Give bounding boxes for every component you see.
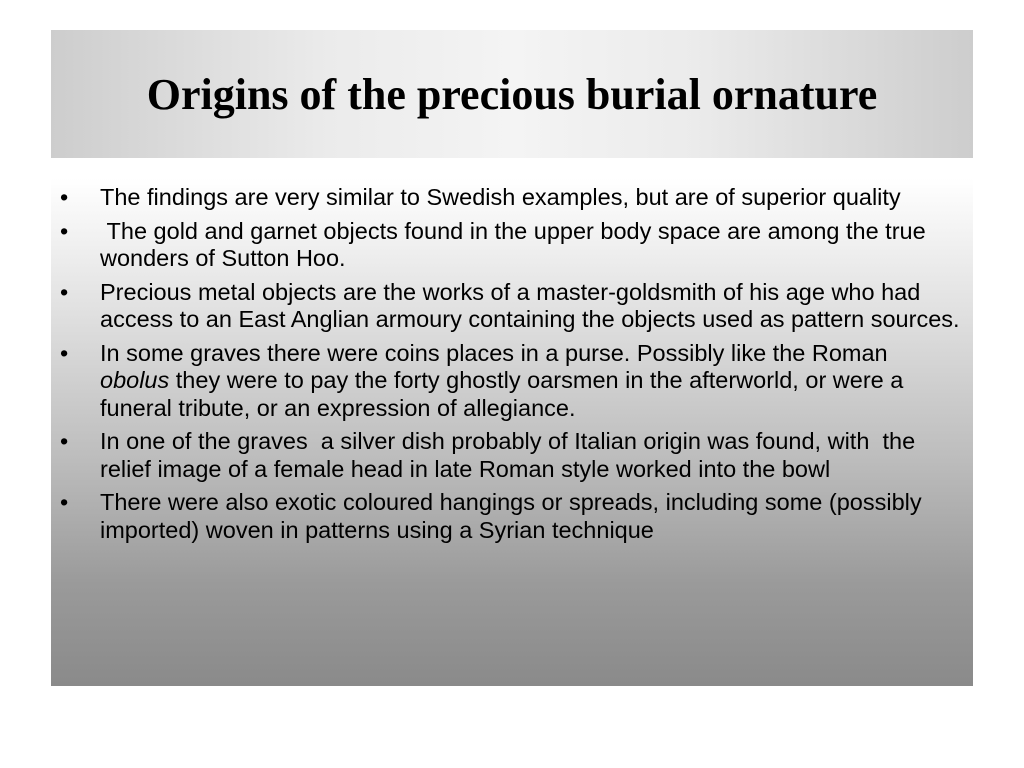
bullet-item <box>51 489 973 544</box>
italic-term: obolus <box>100 367 170 393</box>
bullet-text: The gold and garnet objects found in the upper body space are among the true wonders of Sutton Hoo. <box>100 217 933 271</box>
bullet-text: The findings are very similar to Swedish examples, but are of superior quality <box>100 184 901 210</box>
slide-title: Origins of the precious burial ornature <box>146 69 878 119</box>
bullet-text-start: In some graves there were coins places in a purse. Possibly like the Roman <box>100 339 888 366</box>
title-panel <box>51 30 973 158</box>
bullet-item <box>51 279 973 334</box>
bullet-marker: • <box>60 217 69 244</box>
bullet-list <box>51 178 973 544</box>
bullet-text <box>100 340 903 421</box>
bullet-text-end: they were to pay the forty ghostly oarsmen in the afterworld, or were a funeral tribute, or an expression of allegiance. <box>100 367 904 421</box>
bullet-marker: • <box>60 184 69 210</box>
bullet-marker: • <box>60 339 69 366</box>
bullet-item <box>51 218 973 273</box>
bullet-item <box>51 340 973 423</box>
bullet-item <box>51 184 973 212</box>
bullet-text: Precious metal objects are the works of a master-goldsmith of his age who had access to an East Anglian armoury containing the objects used as pattern sources. <box>100 278 960 332</box>
bullet-marker: • <box>60 489 69 515</box>
content-panel <box>51 178 973 686</box>
bullet-text: In one of the graves a silver dish probably of Italian origin was found, with the relief image of a female head in late Roman style worked into the bowl <box>100 428 922 482</box>
bullet-item <box>51 428 973 483</box>
bullet-marker: • <box>60 428 69 454</box>
bullet-text: There were also exotic coloured hangings or spreads, including some (possibly imported) woven in patterns using a Syrian technique <box>100 489 922 543</box>
bullet-marker: • <box>60 278 69 305</box>
